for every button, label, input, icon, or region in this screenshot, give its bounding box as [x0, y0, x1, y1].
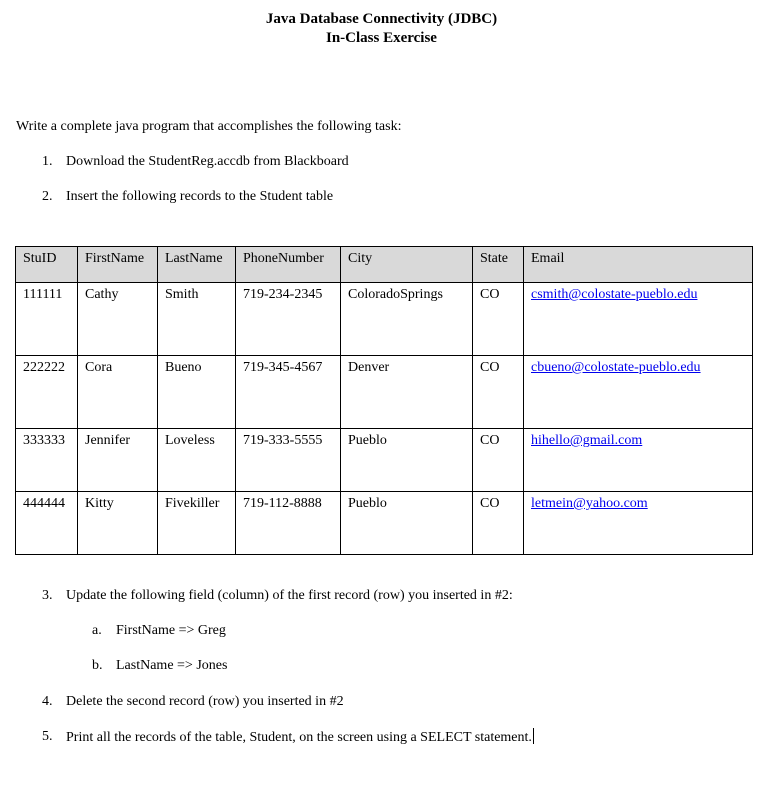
step-number: 1.: [42, 154, 53, 169]
cell-phonenumber: 719-234-2345: [236, 283, 341, 356]
table-header-row: [16, 247, 753, 283]
email-link[interactable]: csmith@colostate-pueblo.edu: [531, 287, 698, 302]
step-number: 5.: [42, 729, 53, 744]
cell-lastname: Loveless: [158, 429, 236, 492]
header-city: City: [341, 247, 473, 283]
cell-lastname: Fivekiller: [158, 492, 236, 555]
cell-phonenumber: 719-112-8888: [236, 492, 341, 555]
cell-stuid: 444444: [16, 492, 78, 555]
substep-letter: b.: [92, 658, 103, 673]
cell-firstname: Kitty: [78, 492, 158, 555]
cell-state: CO: [473, 492, 524, 555]
header-stuid: StuID: [16, 247, 78, 283]
step-text: Delete the second record (row) you inserted in #2: [66, 694, 344, 709]
step-text-with-cursor[interactable]: [66, 728, 534, 747]
cell-email: [524, 356, 753, 429]
header-state: State: [473, 247, 524, 283]
cell-phonenumber: 719-333-5555: [236, 429, 341, 492]
substep-text: LastName => Jones: [116, 658, 228, 673]
student-records-table: [15, 246, 753, 555]
step-number: 2.: [42, 189, 53, 204]
cell-city: Denver: [341, 356, 473, 429]
cell-stuid: 333333: [16, 429, 78, 492]
step-number: 3.: [42, 588, 53, 603]
cell-firstname: Cathy: [78, 283, 158, 356]
cell-state: CO: [473, 429, 524, 492]
email-link[interactable]: cbueno@colostate-pueblo.edu: [531, 360, 701, 375]
step-text: Insert the following records to the Student table: [66, 189, 334, 204]
cell-stuid: 111111: [16, 283, 78, 356]
email-link[interactable]: letmein@yahoo.com: [531, 496, 648, 511]
email-link[interactable]: hihello@gmail.com: [531, 433, 643, 448]
table-row: [16, 492, 753, 555]
step-number: 4.: [42, 694, 53, 709]
header-lastname: LastName: [158, 247, 236, 283]
cell-firstname: Cora: [78, 356, 158, 429]
cell-lastname: Bueno: [158, 356, 236, 429]
intro-text: Write a complete java program that accomplishes the following task:: [16, 119, 402, 134]
cell-city: Pueblo: [341, 492, 473, 555]
cell-state: CO: [473, 283, 524, 356]
table-row: [16, 429, 753, 492]
table-row: [16, 356, 753, 429]
cell-email: [524, 283, 753, 356]
cell-state: CO: [473, 356, 524, 429]
step-text: Print all the records of the table, Student, on the screen using a SELECT statement.: [66, 730, 532, 745]
cell-email: [524, 429, 753, 492]
cell-stuid: 222222: [16, 356, 78, 429]
text-cursor: [533, 728, 534, 744]
cell-email: [524, 492, 753, 555]
cell-city: Pueblo: [341, 429, 473, 492]
cell-lastname: Smith: [158, 283, 236, 356]
header-firstname: FirstName: [78, 247, 158, 283]
header-email: Email: [524, 247, 753, 283]
substep-text: FirstName => Greg: [116, 623, 226, 638]
document-title: Java Database Connectivity (JDBC): [265, 11, 498, 27]
cell-firstname: Jennifer: [78, 429, 158, 492]
step-text: Download the StudentReg.accdb from Blackboard: [66, 154, 349, 169]
header-phonenumber: PhoneNumber: [236, 247, 341, 283]
document-subtitle: In-Class Exercise: [326, 30, 437, 46]
cell-city: ColoradoSprings: [341, 283, 473, 356]
table-row: [16, 283, 753, 356]
substep-letter: a.: [92, 623, 102, 638]
cell-phonenumber: 719-345-4567: [236, 356, 341, 429]
step-text: Update the following field (column) of the first record (row) you inserted in #2:: [66, 588, 513, 603]
